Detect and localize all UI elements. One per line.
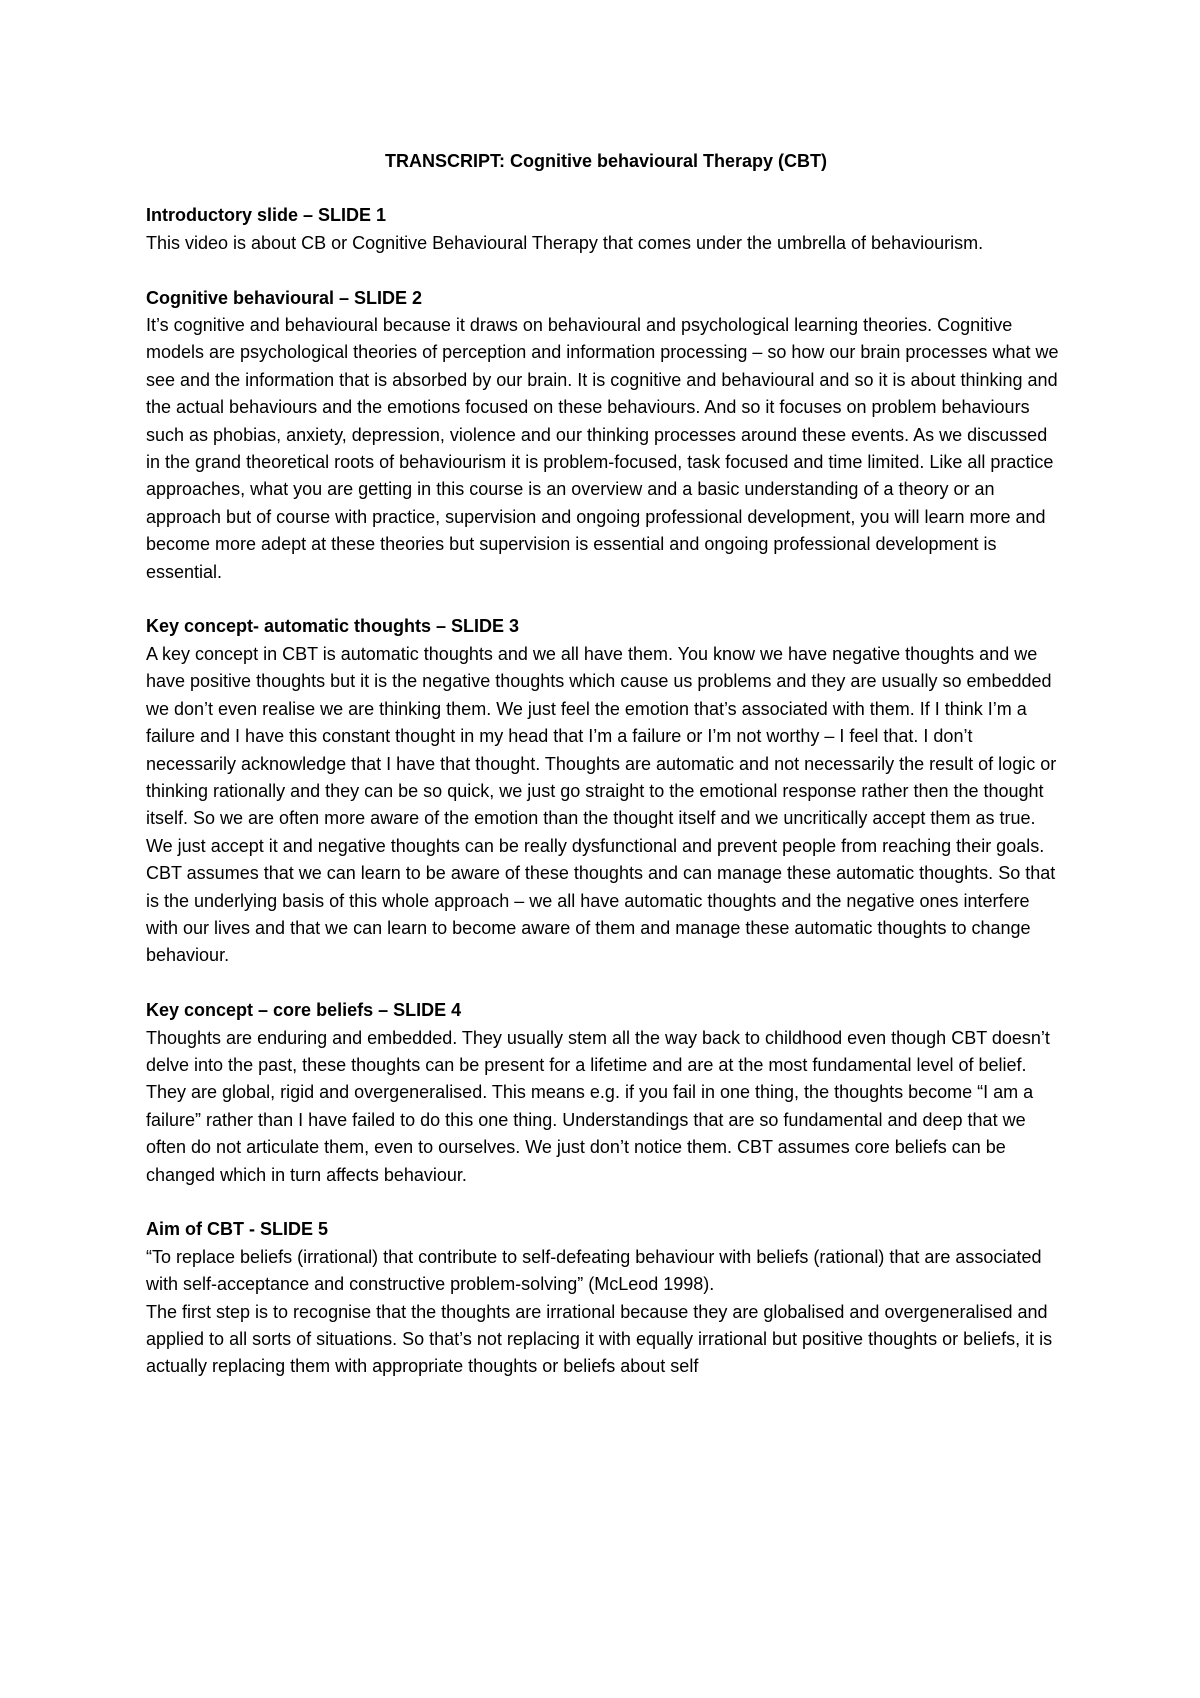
section-heading: Key concept – core beliefs – SLIDE 4 (146, 1000, 462, 1021)
section-introductory (146, 202, 1066, 257)
section-heading: Introductory slide – SLIDE 1 (146, 205, 387, 226)
section-aim-of-cbt (146, 1216, 1066, 1380)
section-paragraph: “To replace beliefs (irrational) that contribute to self-defeating behaviour with beliefs (rational) that are associated with self-acceptance and constructive problem-solving” (McLeod 1998). (146, 1246, 1042, 1295)
section-paragraph: Thoughts are enduring and embedded. They usually stem all the way back to childhood even though CBT doesn’t delve into the past, these thoughts can be present for a lifetime and are at the most fundamental level of belief. They are global, rigid and overgeneralised. This means e.g. if you fail in one thing, the thoughts become “I am a failure” rather than I have failed to do this one thing. Understandings that are so fundamental and deep that we often do not articulate them, even to ourselves. We just don’t notice them. CBT assumes core beliefs can be changed which in turn affects behaviour. (146, 1027, 1050, 1185)
section-heading: Cognitive behavioural – SLIDE 2 (146, 287, 423, 308)
document-title: TRANSCRIPT: Cognitive behavioural Therapy (CBT) (384, 151, 828, 171)
section-paragraph: This video is about CB or Cognitive Behavioural Therapy that comes under the umbrella of behaviourism. (146, 232, 984, 253)
document-page (146, 148, 1066, 1408)
section-paragraph: It’s cognitive and behavioural because it draws on behavioural and psychological learning theories. Cognitive models are psychological theories of perception and information processing – so how our brain processes what we see and the information that is absorbed by our brain. It is cognitive and behavioural and so it is about thinking and the actual behaviours and the emotions focused on these behaviours. And so it focuses on problem behaviours such as phobias, anxiety, depression, violence and our thinking processes around these events. As we discussed in the grand theoretical roots of behaviourism it is problem-focused, task focused and time limited. Like all practice approaches, what you are getting in this course is an overview and a basic understanding of a theory or an approach but of course with practice, supervision and ongoing professional development, you will learn more and become more adept at these theories but supervision is essential and ongoing professional development is essential. (146, 315, 1059, 582)
section-cognitive-behavioural (146, 285, 1066, 586)
section-paragraph: A key concept in CBT is automatic thoughts and we all have them. You know we have negative thoughts and we have positive thoughts but it is the negative thoughts which cause us problems and they are usually so embedded we don’t even realise we are thinking them. We just feel the emotion that’s associated with them. If I think I’m a failure and I have this constant thought in my head that I’m a failure or I’m not worthy – I feel that. I don’t necessarily acknowledge that I have that thought. Thoughts are automatic and not necessarily the result of logic or thinking rationally and they can be so quick, we just go straight to the emotional response rather then the thought itself. So we are often more aware of the emotion than the thought itself and we uncritically accept them as true. We just accept it and negative thoughts can be really dysfunctional and prevent people from reaching their goals. CBT assumes that we can learn to be aware of these thoughts and can manage these automatic thoughts. So that is the underlying basis of this whole approach – we all have automatic thoughts and the negative ones interfere with our lives and that we can learn to become aware of them and manage these automatic thoughts to change behaviour. (146, 643, 1057, 966)
section-heading: Key concept- automatic thoughts – SLIDE 3 (146, 616, 520, 637)
section-heading: Aim of CBT - SLIDE 5 (146, 1219, 329, 1240)
section-core-beliefs (146, 997, 1066, 1189)
section-paragraph: The first step is to recognise that the thoughts are irrational because they are globalised and overgeneralised and applied to all sorts of situations. So that’s not replacing it with equally irrational but positive thoughts or beliefs, it is actually replacing them with appropriate thoughts or beliefs about self (146, 1301, 1053, 1377)
section-automatic-thoughts (146, 613, 1066, 969)
